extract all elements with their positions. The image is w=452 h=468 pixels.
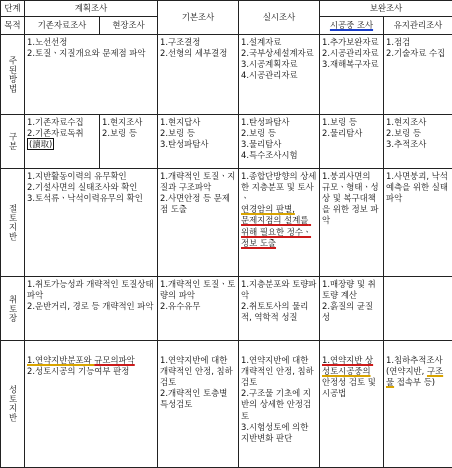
text-line: 1.매장량 및 취토량 계산	[322, 279, 381, 301]
header-purpose: 목적	[1, 17, 25, 35]
text-line: 1.탄성파탐사	[241, 117, 317, 128]
text-line: 2.보링 등	[241, 128, 317, 139]
text-line: 1.현지조사	[386, 117, 450, 128]
highlighted-text: 규모의파악	[94, 355, 134, 365]
text-line: 1.지층분포와 토량파악	[241, 279, 317, 301]
text-line: 1.붕괴사면의 규모ㆍ형태ㆍ성상 및 복구대책을 위한 정보 파악	[322, 171, 381, 226]
text-line: 1.설계자료	[241, 37, 317, 48]
text-line: 1.연약지반 상	[322, 355, 381, 366]
borrow-existing	[25, 277, 158, 341]
text-line: 2.흙질의 균질성	[322, 301, 381, 323]
row-label-division: 구분	[1, 115, 25, 169]
main-method-basic	[158, 35, 239, 115]
text-line: 2.물리탐사	[322, 128, 381, 139]
text-line: 1.연약지반에 대한 개략적인 안정, 침하 검토	[160, 355, 236, 388]
text-line: 1.지반활동이력의 유무확인	[27, 171, 155, 182]
text-line: 1.연약지반에 대한 개략적인 안정, 침하 검토	[241, 355, 317, 388]
header-maintenance: 유지관리조사	[384, 17, 452, 35]
text-line: 3.탄성파탐사	[160, 139, 236, 150]
text-line: 3.시공계획자료	[241, 59, 317, 70]
row-borrow-pit	[1, 277, 452, 341]
text-line: 1.개략적인 토질ㆍ지질과 구조파악	[160, 171, 236, 193]
text-line: 3.토석류ㆍ낙석이력유무의 확인	[27, 193, 155, 204]
cut-slope-basic	[158, 169, 239, 277]
division-existing	[25, 115, 100, 169]
text-line: 2.취토토사의 물리적, 역학적 성질	[241, 301, 317, 323]
text-line: 1.추가보완자료	[322, 37, 381, 48]
text-line: 2.기술자료 수집	[386, 48, 450, 59]
main-method-design	[239, 35, 320, 115]
header-construction-text: 시공중 조사	[330, 20, 373, 30]
borrow-design	[239, 277, 320, 341]
text-line: 2.운반거리, 경로 등 개략적인 파악	[27, 301, 155, 312]
text-fragment: 1.침하추적조사(연약지반,	[386, 355, 443, 376]
text-line: 1.현지답사	[160, 117, 236, 128]
text-line: 2.국부상세설계자료	[241, 48, 317, 59]
highlighted-text: 구조물	[386, 366, 443, 387]
division-construction	[320, 115, 384, 169]
division-maintenance	[384, 115, 452, 169]
row-label-main-method: 주된방법	[1, 35, 25, 115]
main-method-existing	[25, 35, 158, 115]
header-existing-data: 기존자료조사	[25, 17, 100, 35]
text-line: 1.기존자료수집	[27, 117, 97, 128]
fill-existing	[25, 341, 158, 468]
text-line: 2.유수유무	[160, 301, 236, 312]
text-line: 4.특수조사시험	[241, 150, 317, 161]
row-fill-ground	[1, 341, 452, 468]
text-line: 안정성 검토 및 시공법	[322, 377, 381, 399]
highlighted-text: 1.연약지반분포와	[27, 355, 94, 365]
borrow-construction	[320, 277, 384, 341]
text-line: 1.노선선정	[27, 37, 155, 48]
cut-slope-existing	[25, 169, 158, 277]
header-basic-survey: 기본조사	[158, 1, 239, 35]
text-fragment: 접속부 등)	[394, 377, 435, 387]
header-construction	[320, 17, 384, 35]
cut-slope-construction	[320, 169, 384, 277]
division-basic	[158, 115, 239, 169]
cut-slope-maintenance	[384, 169, 452, 277]
boxed-text: (讀取)	[27, 138, 54, 150]
header-supplement-survey: 보완조사	[320, 1, 452, 17]
text-line	[386, 355, 450, 388]
row-main-method	[1, 35, 452, 115]
text-line: 2.사면안정 등 문제점 도출	[160, 193, 236, 215]
fill-maintenance	[384, 341, 452, 468]
fill-design	[239, 341, 320, 468]
row-cut-slope	[1, 169, 452, 277]
text-line: 1.취토가능성과 개략적인 토질상태 파악	[27, 279, 155, 301]
fill-construction	[320, 341, 384, 468]
text-line: 2.시공관리자료	[322, 48, 381, 59]
text-line: 2.보링 등	[102, 128, 155, 139]
text-line: 성토시공중의	[322, 366, 381, 377]
text-line: 2.개략적인 토층별 특성검토	[160, 388, 236, 410]
header-field: 현장조사	[100, 17, 158, 35]
text-line: 1.점검	[386, 37, 450, 48]
division-field	[100, 115, 158, 169]
row-label-cut-slope: 절토지반	[1, 169, 25, 277]
cut-slope-design	[239, 169, 320, 277]
row-division	[1, 115, 452, 169]
text-line: 1.종합단방향의 상세한 지층분포 및 토사ㆍ	[241, 171, 317, 204]
header-design-survey: 실시조사	[239, 1, 320, 35]
text-line: 1.현지조사	[102, 117, 155, 128]
text-line: 3.재해복구자료	[322, 59, 381, 70]
text-line: 2.성토시공의 기능여부 판정	[27, 366, 155, 377]
highlighted-text: 연경암의 판별,	[241, 204, 295, 214]
text-line	[241, 204, 317, 215]
text-line: 2.보링 등	[386, 128, 450, 139]
text-fragment: 2.기존자료독취	[27, 128, 84, 138]
text-line: 2.기설사면의 실태조사와 확인	[27, 182, 155, 193]
text-line: 2.구조물 기초에 지반의 상세한 안정검토	[241, 388, 317, 421]
main-method-construction	[320, 35, 384, 115]
division-design	[239, 115, 320, 169]
main-method-maintenance	[384, 35, 452, 115]
text-line	[27, 128, 97, 150]
text-line: 2.토질ㆍ지질개요와 문제점 파악	[27, 48, 155, 59]
text-line: 1.개략적인 토질ㆍ토량의 파악	[160, 279, 236, 301]
text-line: 3.시험성토에 의한 지반변화 판단	[241, 422, 317, 444]
fill-basic	[158, 341, 239, 468]
row-label-fill-ground: 성토지반	[1, 341, 25, 468]
borrow-basic	[158, 277, 239, 341]
text-line: 문제지점의 설계를 위해 필요한 정수ㆍ정보 도출	[241, 215, 317, 248]
text-line: 1.구조결정	[160, 37, 236, 48]
row-label-borrow-pit: 취토장	[1, 277, 25, 341]
text-line: 2.선형의 세부결정	[160, 48, 236, 59]
text-line: 4.시공관리자료	[241, 70, 317, 81]
text-line: 3.추적조사	[386, 139, 450, 150]
text-line: 2.보링 등	[160, 128, 236, 139]
header-stage: 단계	[1, 1, 25, 17]
header-plan-survey: 계획조사	[25, 1, 158, 17]
text-line: 3.물리탐사	[241, 139, 317, 150]
text-line	[27, 355, 155, 366]
text-line: 1.사면붕괴, 낙석 예측을 위한 실태 파악	[386, 171, 450, 204]
text-line: 1.보링 등	[322, 117, 381, 128]
borrow-maintenance	[384, 277, 452, 341]
